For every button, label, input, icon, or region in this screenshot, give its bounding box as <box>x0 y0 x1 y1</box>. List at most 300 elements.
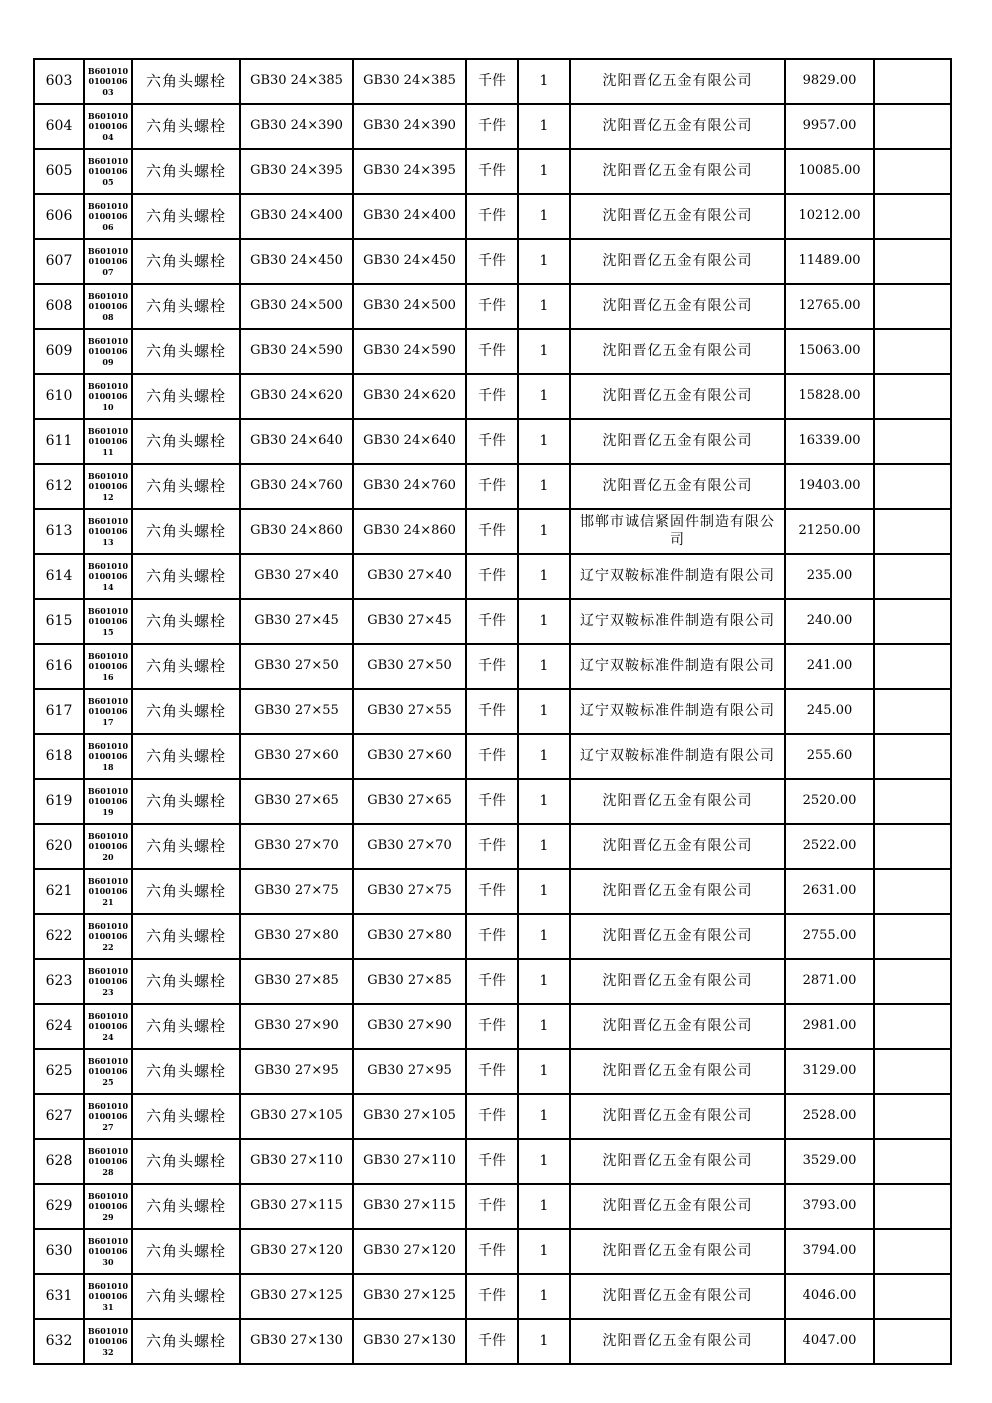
price-cell: 11489.00 <box>785 239 874 284</box>
item-name-cell: 六角头螺栓 <box>132 59 240 104</box>
quantity-cell: 1 <box>518 239 570 284</box>
remark-cell <box>874 1229 951 1274</box>
unit-cell: 千件 <box>466 149 518 194</box>
table-row <box>34 1319 951 1364</box>
price-cell: 3129.00 <box>785 1049 874 1094</box>
quantity-cell: 1 <box>518 779 570 824</box>
model-cell: GB30 27×75 <box>353 869 466 914</box>
quantity-cell: 1 <box>518 734 570 779</box>
unit-cell: 千件 <box>466 914 518 959</box>
model-cell: GB30 27×110 <box>353 1139 466 1184</box>
row-number-cell: 616 <box>34 644 84 689</box>
supplier-cell: 沈阳晋亿五金有限公司 <box>570 869 785 914</box>
unit-cell: 千件 <box>466 239 518 284</box>
price-cell: 15063.00 <box>785 329 874 374</box>
supplier-cell: 沈阳晋亿五金有限公司 <box>570 329 785 374</box>
specification-cell: GB30 24×640 <box>240 419 353 464</box>
specification-cell: GB30 24×400 <box>240 194 353 239</box>
supplier-cell: 沈阳晋亿五金有限公司 <box>570 959 785 1004</box>
remark-cell <box>874 329 951 374</box>
remark-cell <box>874 509 951 554</box>
table-row <box>34 644 951 689</box>
supplier-cell: 辽宁双鞍标准件制造有限公司 <box>570 644 785 689</box>
price-cell: 15828.00 <box>785 374 874 419</box>
quantity-cell: 1 <box>518 689 570 734</box>
specification-cell: GB30 27×105 <box>240 1094 353 1139</box>
price-cell: 240.00 <box>785 599 874 644</box>
item-name-cell: 六角头螺栓 <box>132 509 240 554</box>
unit-cell: 千件 <box>466 284 518 329</box>
row-number-cell: 612 <box>34 464 84 509</box>
remark-cell <box>874 779 951 824</box>
price-cell: 2871.00 <box>785 959 874 1004</box>
remark-cell <box>874 284 951 329</box>
row-number-cell: 625 <box>34 1049 84 1094</box>
row-number-cell: 615 <box>34 599 84 644</box>
specification-cell: GB30 27×75 <box>240 869 353 914</box>
model-cell: GB30 24×760 <box>353 464 466 509</box>
remark-cell <box>874 599 951 644</box>
table-row <box>34 509 951 554</box>
quantity-cell: 1 <box>518 374 570 419</box>
table-row <box>34 689 951 734</box>
quantity-cell: 1 <box>518 1229 570 1274</box>
item-name-cell: 六角头螺栓 <box>132 1274 240 1319</box>
model-cell: GB30 27×70 <box>353 824 466 869</box>
supplier-cell: 沈阳晋亿五金有限公司 <box>570 374 785 419</box>
quantity-cell: 1 <box>518 1049 570 1094</box>
supplier-cell: 沈阳晋亿五金有限公司 <box>570 1004 785 1049</box>
model-cell: GB30 27×95 <box>353 1049 466 1094</box>
material-code-cell: B601010010010632 <box>84 1319 132 1364</box>
item-name-cell: 六角头螺栓 <box>132 329 240 374</box>
material-code-cell: B601010010010622 <box>84 914 132 959</box>
remark-cell <box>874 824 951 869</box>
item-name-cell: 六角头螺栓 <box>132 1049 240 1094</box>
remark-cell <box>874 419 951 464</box>
specification-cell: GB30 27×110 <box>240 1139 353 1184</box>
unit-cell: 千件 <box>466 374 518 419</box>
item-name-cell: 六角头螺栓 <box>132 1229 240 1274</box>
item-name-cell: 六角头螺栓 <box>132 1139 240 1184</box>
item-name-cell: 六角头螺栓 <box>132 824 240 869</box>
material-code-cell: B601010010010607 <box>84 239 132 284</box>
supplier-cell: 沈阳晋亿五金有限公司 <box>570 284 785 329</box>
supplier-cell: 沈阳晋亿五金有限公司 <box>570 149 785 194</box>
specification-cell: GB30 24×860 <box>240 509 353 554</box>
supplier-cell: 沈阳晋亿五金有限公司 <box>570 194 785 239</box>
table-row <box>34 599 951 644</box>
specification-cell: GB30 27×80 <box>240 914 353 959</box>
row-number-cell: 624 <box>34 1004 84 1049</box>
item-name-cell: 六角头螺栓 <box>132 554 240 599</box>
row-number-cell: 622 <box>34 914 84 959</box>
row-number-cell: 629 <box>34 1184 84 1229</box>
item-name-cell: 六角头螺栓 <box>132 1319 240 1364</box>
supplier-cell: 沈阳晋亿五金有限公司 <box>570 1229 785 1274</box>
model-cell: GB30 24×860 <box>353 509 466 554</box>
model-cell: GB30 27×105 <box>353 1094 466 1139</box>
model-cell: GB30 24×390 <box>353 104 466 149</box>
table-row <box>34 1094 951 1139</box>
unit-cell: 千件 <box>466 1184 518 1229</box>
price-cell: 4047.00 <box>785 1319 874 1364</box>
material-code-cell: B601010010010604 <box>84 104 132 149</box>
material-code-cell: B601010010010615 <box>84 599 132 644</box>
table-row <box>34 1004 951 1049</box>
quantity-cell: 1 <box>518 464 570 509</box>
table-row <box>34 779 951 824</box>
unit-cell: 千件 <box>466 1139 518 1184</box>
material-code-cell: B601010010010629 <box>84 1184 132 1229</box>
material-code-cell: B601010010010613 <box>84 509 132 554</box>
unit-cell: 千件 <box>466 599 518 644</box>
unit-cell: 千件 <box>466 509 518 554</box>
item-name-cell: 六角头螺栓 <box>132 1004 240 1049</box>
model-cell: GB30 24×385 <box>353 59 466 104</box>
quantity-cell: 1 <box>518 599 570 644</box>
row-number-cell: 627 <box>34 1094 84 1139</box>
model-cell: GB30 27×40 <box>353 554 466 599</box>
price-cell: 12765.00 <box>785 284 874 329</box>
quantity-cell: 1 <box>518 869 570 914</box>
quantity-cell: 1 <box>518 959 570 1004</box>
unit-cell: 千件 <box>466 1004 518 1049</box>
specification-cell: GB30 27×120 <box>240 1229 353 1274</box>
quantity-cell: 1 <box>518 824 570 869</box>
material-code-cell: B601010010010621 <box>84 869 132 914</box>
model-cell: GB30 27×120 <box>353 1229 466 1274</box>
table-row <box>34 869 951 914</box>
supplier-cell: 沈阳晋亿五金有限公司 <box>570 1184 785 1229</box>
specification-cell: GB30 27×60 <box>240 734 353 779</box>
table-row <box>34 734 951 779</box>
row-number-cell: 618 <box>34 734 84 779</box>
specification-cell: GB30 24×450 <box>240 239 353 284</box>
specification-cell: GB30 24×390 <box>240 104 353 149</box>
supplier-cell: 沈阳晋亿五金有限公司 <box>570 1139 785 1184</box>
table-row <box>34 329 951 374</box>
model-cell: GB30 24×640 <box>353 419 466 464</box>
price-cell: 2528.00 <box>785 1094 874 1139</box>
supplier-cell: 辽宁双鞍标准件制造有限公司 <box>570 689 785 734</box>
item-name-cell: 六角头螺栓 <box>132 779 240 824</box>
quantity-cell: 1 <box>518 554 570 599</box>
table-row <box>34 914 951 959</box>
item-name-cell: 六角头螺栓 <box>132 599 240 644</box>
unit-cell: 千件 <box>466 1319 518 1364</box>
unit-cell: 千件 <box>466 464 518 509</box>
price-cell: 21250.00 <box>785 509 874 554</box>
table-row <box>34 1139 951 1184</box>
quantity-cell: 1 <box>518 104 570 149</box>
remark-cell <box>874 1319 951 1364</box>
remark-cell <box>874 1184 951 1229</box>
material-code-cell: B601010010010616 <box>84 644 132 689</box>
row-number-cell: 621 <box>34 869 84 914</box>
row-number-cell: 609 <box>34 329 84 374</box>
table-row <box>34 464 951 509</box>
model-cell: GB30 24×590 <box>353 329 466 374</box>
supplier-cell: 沈阳晋亿五金有限公司 <box>570 59 785 104</box>
price-cell: 241.00 <box>785 644 874 689</box>
specification-cell: GB30 24×590 <box>240 329 353 374</box>
item-name-cell: 六角头螺栓 <box>132 284 240 329</box>
price-table <box>33 58 952 1365</box>
supplier-cell: 沈阳晋亿五金有限公司 <box>570 1274 785 1319</box>
item-name-cell: 六角头螺栓 <box>132 734 240 779</box>
quantity-cell: 1 <box>518 329 570 374</box>
specification-cell: GB30 24×500 <box>240 284 353 329</box>
price-cell: 19403.00 <box>785 464 874 509</box>
material-code-cell: B601010010010614 <box>84 554 132 599</box>
material-code-cell: B601010010010617 <box>84 689 132 734</box>
row-number-cell: 631 <box>34 1274 84 1319</box>
quantity-cell: 1 <box>518 1274 570 1319</box>
specification-cell: GB30 24×395 <box>240 149 353 194</box>
unit-cell: 千件 <box>466 689 518 734</box>
remark-cell <box>874 959 951 1004</box>
material-code-cell: B601010010010628 <box>84 1139 132 1184</box>
specification-cell: GB30 27×65 <box>240 779 353 824</box>
item-name-cell: 六角头螺栓 <box>132 959 240 1004</box>
table-row <box>34 419 951 464</box>
supplier-cell: 沈阳晋亿五金有限公司 <box>570 779 785 824</box>
row-number-cell: 623 <box>34 959 84 1004</box>
quantity-cell: 1 <box>518 284 570 329</box>
table-row <box>34 194 951 239</box>
item-name-cell: 六角头螺栓 <box>132 239 240 284</box>
price-cell: 3794.00 <box>785 1229 874 1274</box>
unit-cell: 千件 <box>466 1229 518 1274</box>
row-number-cell: 607 <box>34 239 84 284</box>
material-code-cell: B601010010010603 <box>84 59 132 104</box>
quantity-cell: 1 <box>518 1004 570 1049</box>
material-code-cell: B601010010010608 <box>84 284 132 329</box>
material-code-cell: B601010010010627 <box>84 1094 132 1139</box>
model-cell: GB30 27×60 <box>353 734 466 779</box>
remark-cell <box>874 239 951 284</box>
row-number-cell: 606 <box>34 194 84 239</box>
material-code-cell: B601010010010610 <box>84 374 132 419</box>
item-name-cell: 六角头螺栓 <box>132 419 240 464</box>
unit-cell: 千件 <box>466 1094 518 1139</box>
quantity-cell: 1 <box>518 1319 570 1364</box>
remark-cell <box>874 194 951 239</box>
model-cell: GB30 27×130 <box>353 1319 466 1364</box>
remark-cell <box>874 734 951 779</box>
price-cell: 2520.00 <box>785 779 874 824</box>
item-name-cell: 六角头螺栓 <box>132 374 240 419</box>
row-number-cell: 611 <box>34 419 84 464</box>
supplier-cell: 沈阳晋亿五金有限公司 <box>570 1049 785 1094</box>
material-code-cell: B601010010010630 <box>84 1229 132 1274</box>
row-number-cell: 617 <box>34 689 84 734</box>
model-cell: GB30 24×620 <box>353 374 466 419</box>
specification-cell: GB30 27×115 <box>240 1184 353 1229</box>
specification-cell: GB30 27×85 <box>240 959 353 1004</box>
unit-cell: 千件 <box>466 959 518 1004</box>
table-row <box>34 1184 951 1229</box>
remark-cell <box>874 1004 951 1049</box>
table-row <box>34 374 951 419</box>
model-cell: GB30 24×500 <box>353 284 466 329</box>
item-name-cell: 六角头螺栓 <box>132 689 240 734</box>
table-row <box>34 284 951 329</box>
row-number-cell: 613 <box>34 509 84 554</box>
table-row <box>34 824 951 869</box>
remark-cell <box>874 644 951 689</box>
table-row <box>34 239 951 284</box>
unit-cell: 千件 <box>466 419 518 464</box>
row-number-cell: 605 <box>34 149 84 194</box>
quantity-cell: 1 <box>518 149 570 194</box>
model-cell: GB30 27×125 <box>353 1274 466 1319</box>
model-cell: GB30 24×450 <box>353 239 466 284</box>
quantity-cell: 1 <box>518 509 570 554</box>
supplier-cell: 邯郸市诚信紧固件制造有限公司 <box>570 509 785 554</box>
specification-cell: GB30 27×95 <box>240 1049 353 1094</box>
price-cell: 3793.00 <box>785 1184 874 1229</box>
remark-cell <box>874 914 951 959</box>
remark-cell <box>874 464 951 509</box>
item-name-cell: 六角头螺栓 <box>132 1094 240 1139</box>
price-cell: 2981.00 <box>785 1004 874 1049</box>
row-number-cell: 604 <box>34 104 84 149</box>
specification-cell: GB30 24×385 <box>240 59 353 104</box>
remark-cell <box>874 104 951 149</box>
unit-cell: 千件 <box>466 59 518 104</box>
item-name-cell: 六角头螺栓 <box>132 464 240 509</box>
specification-cell: GB30 27×130 <box>240 1319 353 1364</box>
quantity-cell: 1 <box>518 194 570 239</box>
price-cell: 255.60 <box>785 734 874 779</box>
model-cell: GB30 27×50 <box>353 644 466 689</box>
price-cell: 9829.00 <box>785 59 874 104</box>
quantity-cell: 1 <box>518 644 570 689</box>
remark-cell <box>874 149 951 194</box>
price-cell: 2631.00 <box>785 869 874 914</box>
unit-cell: 千件 <box>466 779 518 824</box>
item-name-cell: 六角头螺栓 <box>132 644 240 689</box>
table-row <box>34 959 951 1004</box>
specification-cell: GB30 27×125 <box>240 1274 353 1319</box>
unit-cell: 千件 <box>466 869 518 914</box>
unit-cell: 千件 <box>466 554 518 599</box>
quantity-cell: 1 <box>518 1094 570 1139</box>
material-code-cell: B601010010010606 <box>84 194 132 239</box>
specification-cell: GB30 24×620 <box>240 374 353 419</box>
specification-cell: GB30 27×45 <box>240 599 353 644</box>
unit-cell: 千件 <box>466 734 518 779</box>
remark-cell <box>874 554 951 599</box>
price-cell: 4046.00 <box>785 1274 874 1319</box>
supplier-cell: 沈阳晋亿五金有限公司 <box>570 1094 785 1139</box>
price-cell: 10212.00 <box>785 194 874 239</box>
model-cell: GB30 27×115 <box>353 1184 466 1229</box>
material-code-cell: B601010010010612 <box>84 464 132 509</box>
material-code-cell: B601010010010623 <box>84 959 132 1004</box>
quantity-cell: 1 <box>518 914 570 959</box>
specification-cell: GB30 27×90 <box>240 1004 353 1049</box>
remark-cell <box>874 59 951 104</box>
price-cell: 2755.00 <box>785 914 874 959</box>
row-number-cell: 632 <box>34 1319 84 1364</box>
unit-cell: 千件 <box>466 1274 518 1319</box>
item-name-cell: 六角头螺栓 <box>132 194 240 239</box>
model-cell: GB30 27×65 <box>353 779 466 824</box>
quantity-cell: 1 <box>518 1184 570 1229</box>
material-code-cell: B601010010010618 <box>84 734 132 779</box>
material-code-cell: B601010010010609 <box>84 329 132 374</box>
material-code-cell: B601010010010624 <box>84 1004 132 1049</box>
table-row <box>34 149 951 194</box>
unit-cell: 千件 <box>466 194 518 239</box>
row-number-cell: 619 <box>34 779 84 824</box>
table-row <box>34 1049 951 1094</box>
remark-cell <box>874 374 951 419</box>
specification-cell: GB30 27×55 <box>240 689 353 734</box>
table-row <box>34 1229 951 1274</box>
table-body <box>34 59 951 1364</box>
model-cell: GB30 27×85 <box>353 959 466 1004</box>
material-code-cell: B601010010010625 <box>84 1049 132 1094</box>
supplier-cell: 辽宁双鞍标准件制造有限公司 <box>570 599 785 644</box>
unit-cell: 千件 <box>466 104 518 149</box>
specification-cell: GB30 24×760 <box>240 464 353 509</box>
quantity-cell: 1 <box>518 1139 570 1184</box>
material-code-cell: B601010010010631 <box>84 1274 132 1319</box>
row-number-cell: 610 <box>34 374 84 419</box>
price-cell: 235.00 <box>785 554 874 599</box>
supplier-cell: 沈阳晋亿五金有限公司 <box>570 104 785 149</box>
unit-cell: 千件 <box>466 329 518 374</box>
model-cell: GB30 27×45 <box>353 599 466 644</box>
material-code-cell: B601010010010620 <box>84 824 132 869</box>
unit-cell: 千件 <box>466 644 518 689</box>
item-name-cell: 六角头螺栓 <box>132 869 240 914</box>
specification-cell: GB30 27×50 <box>240 644 353 689</box>
material-code-cell: B601010010010611 <box>84 419 132 464</box>
model-cell: GB30 27×55 <box>353 689 466 734</box>
model-cell: GB30 24×395 <box>353 149 466 194</box>
supplier-cell: 沈阳晋亿五金有限公司 <box>570 239 785 284</box>
row-number-cell: 603 <box>34 59 84 104</box>
supplier-cell: 沈阳晋亿五金有限公司 <box>570 914 785 959</box>
row-number-cell: 620 <box>34 824 84 869</box>
unit-cell: 千件 <box>466 1049 518 1094</box>
price-cell: 9957.00 <box>785 104 874 149</box>
item-name-cell: 六角头螺栓 <box>132 149 240 194</box>
quantity-cell: 1 <box>518 419 570 464</box>
quantity-cell: 1 <box>518 59 570 104</box>
supplier-cell: 沈阳晋亿五金有限公司 <box>570 419 785 464</box>
supplier-cell: 沈阳晋亿五金有限公司 <box>570 1319 785 1364</box>
specification-cell: GB30 27×70 <box>240 824 353 869</box>
remark-cell <box>874 1049 951 1094</box>
table-row <box>34 1274 951 1319</box>
material-code-cell: B601010010010619 <box>84 779 132 824</box>
model-cell: GB30 27×80 <box>353 914 466 959</box>
supplier-cell: 沈阳晋亿五金有限公司 <box>570 824 785 869</box>
price-cell: 16339.00 <box>785 419 874 464</box>
row-number-cell: 630 <box>34 1229 84 1274</box>
material-code-cell: B601010010010605 <box>84 149 132 194</box>
row-number-cell: 628 <box>34 1139 84 1184</box>
supplier-cell: 沈阳晋亿五金有限公司 <box>570 464 785 509</box>
item-name-cell: 六角头螺栓 <box>132 104 240 149</box>
specification-cell: GB30 27×40 <box>240 554 353 599</box>
